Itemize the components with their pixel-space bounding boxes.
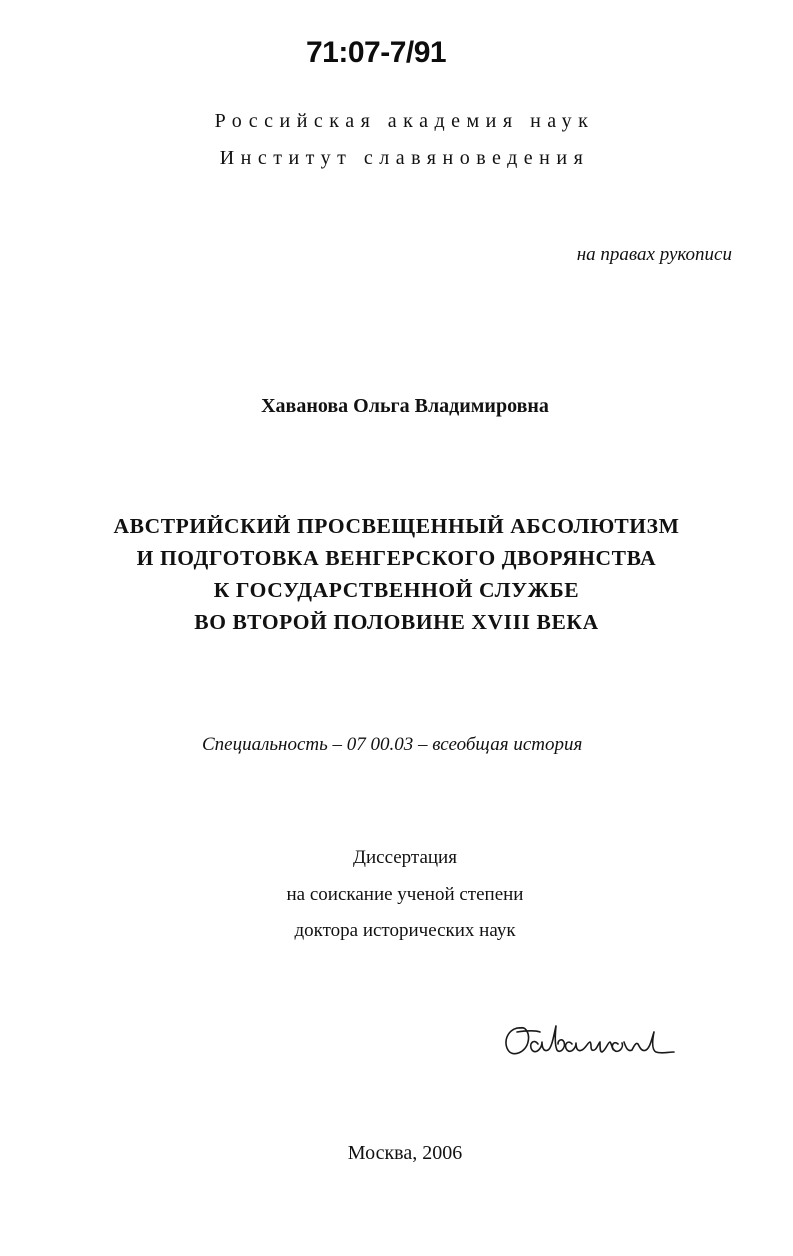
title-line: К ГОСУДАРСТВЕННОЙ СЛУЖБЕ [213,578,580,602]
dissertation-type: Диссертация [353,847,457,868]
specialty-line: Специальность – 07 00.03 – всеобщая история [202,734,583,755]
author-signature [500,1012,675,1064]
title-line: И ПОДГОТОВКА ВЕНГЕРСКОГО ДВОРЯНСТВА [136,546,657,570]
manuscript-rights-note: на правах рукописи [576,244,732,265]
title-line: АВСТРИЙСКИЙ ПРОСВЕЩЕННЫЙ АБСОЛЮТИЗМ [113,514,680,538]
academy-name: Российская академия наук [214,110,595,132]
title-line: ВО ВТОРОЙ ПОЛОВИНЕ XVIII ВЕКА [194,610,599,634]
place-and-year: Москва, 2006 [347,1142,463,1164]
institute-name: Институт славяноведения [219,147,590,169]
dissertation-purpose: на соискание ученой степени [286,884,524,905]
author-name: Хаванова Ольга Владимировна [261,395,549,417]
dissertation-title [0,510,793,638]
signature-scribble [500,1012,675,1064]
dissertation-degree: доктора исторических наук [294,920,516,941]
catalog-code: 71:07-7/91 [306,36,447,69]
